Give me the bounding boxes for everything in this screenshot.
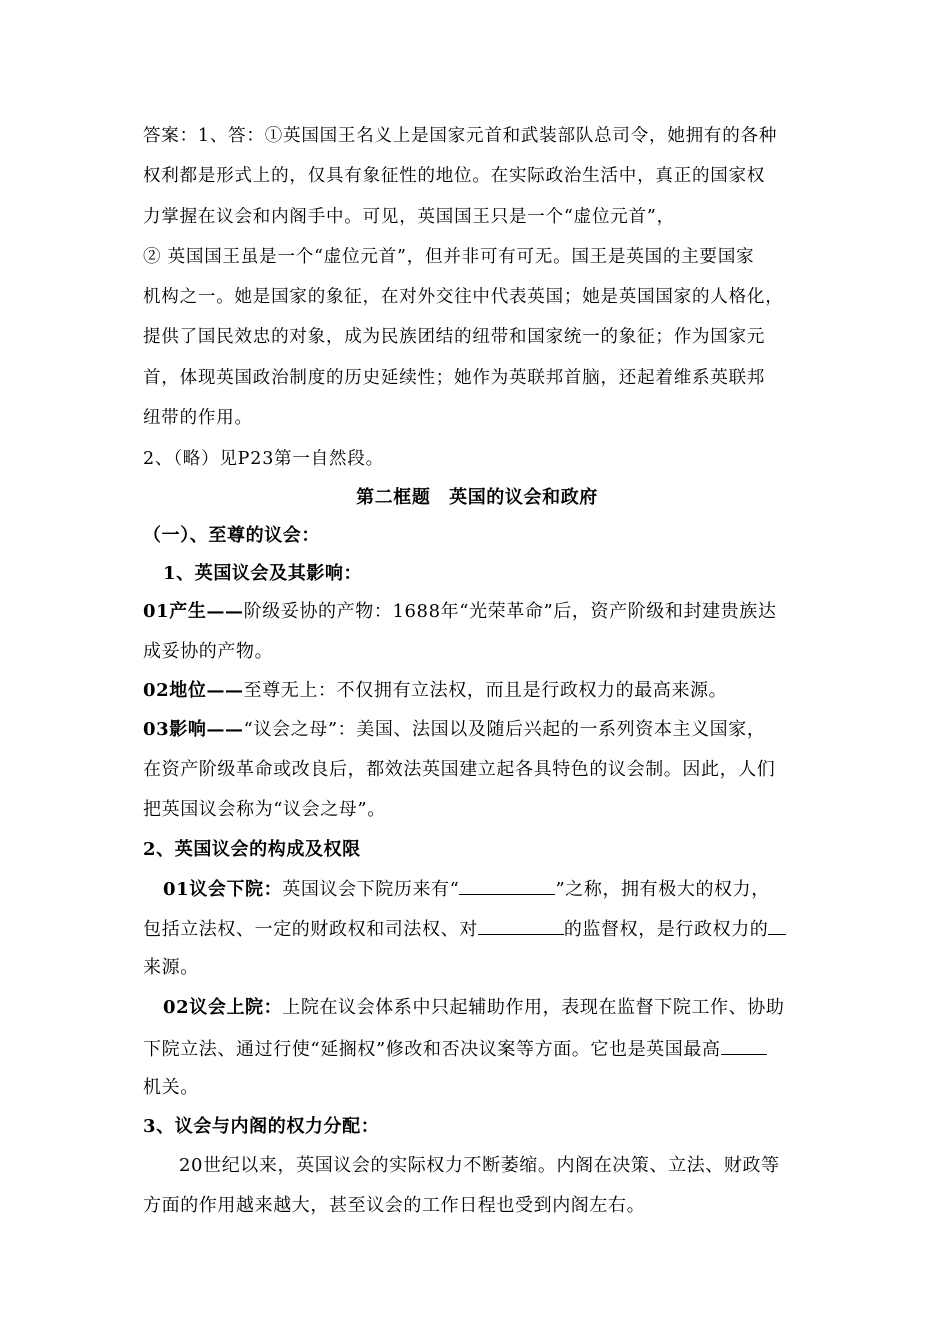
item-03-text: “议会之母”：美国、法国以及随后兴起的一系列资本主义国家，	[243, 719, 766, 740]
answer-line-6: 提供了国民效忠的对象，成为民族团结的纽带和国家统一的象征；作为国家元	[143, 327, 766, 347]
upper-house-line-3: 机关。	[143, 1077, 199, 1098]
fill-blank-4[interactable]	[721, 1036, 767, 1055]
lower-house-text-b: ”之称，拥有极大的权力，	[555, 879, 770, 900]
heading-1: 1、英国议会及其影响：	[163, 563, 363, 584]
lower-house-text-a: 英国议会下院历来有“	[282, 879, 460, 900]
upper-house-line-1	[163, 996, 784, 1020]
item-03-label: 03影响——	[143, 719, 244, 740]
lower-house-text-c: 包括立法权、一定的财政权和司法权、对	[143, 919, 478, 940]
answer-line-2: 权利都是形式上的，仅具有象征性的地位。在实际政治生活中，真正的国家权	[143, 166, 766, 186]
item-02-label: 02地位——	[143, 680, 244, 701]
paragraph-3-line-1: 20世纪以来，英国议会的实际权力不断萎缩。内阁在决策、立法、财政等	[179, 1155, 780, 1176]
answer-line-5: 机构之一。她是国家的象征，在对外交往中代表英国；她是英国国家的人格化，	[143, 287, 784, 307]
lower-house-label: 01议会下院：	[163, 879, 283, 900]
upper-house-line-2	[143, 1036, 767, 1062]
fill-blank-2[interactable]	[478, 916, 564, 935]
item-01-label: 01产生——	[143, 601, 244, 622]
paragraph-3-line-2: 方面的作用越来越大，甚至议会的工作日程也受到内阁左右。	[143, 1195, 646, 1216]
answer-line-3: 力掌握在议会和内阁手中。可见，英国国王只是一个“虚位元首”，	[143, 207, 675, 227]
heading-3: 3、议会与内阁的权力分配：	[143, 1116, 380, 1137]
lower-house-text-d: 的监督权，是行政权力的	[563, 919, 769, 940]
answer-line-1: 答案：1、答：①英国国王名义上是国家元首和武装部队总司令，她拥有的各种	[143, 126, 778, 146]
item-03-cont-1: 在资产阶级革命或改良后，都效法英国建立起各具特色的议会制。因此，人们	[143, 759, 776, 780]
answer-line-7: 首，体现英国政治制度的历史延续性；她作为英联邦首脑，还起着维系英联邦	[143, 368, 766, 388]
upper-house-label: 02议会上院：	[163, 997, 283, 1018]
section-title: 第二框题 英国的议会和政府	[356, 487, 598, 508]
answer-line-8: 纽带的作用。	[143, 408, 253, 428]
lower-house-line-1	[163, 876, 770, 902]
item-03	[143, 718, 765, 742]
lower-house-line-3: 来源。	[143, 957, 199, 978]
fill-blank-3[interactable]	[768, 916, 786, 935]
item-01-text: 阶级妥协的产物：1688年“光荣革命”后，资产阶级和封建贵族达	[243, 601, 777, 622]
heading-2: 2、英国议会的构成及权限	[143, 839, 361, 860]
item-01	[143, 600, 776, 624]
answer-line-4: ② 英国国王虽是一个“虚位元首”，但并非可有可无。国王是英国的主要国家	[143, 247, 755, 267]
item-01-cont: 成妥协的产物。	[143, 641, 274, 662]
answer-line-9: 2、（略）见P23第一自然段。	[143, 449, 384, 469]
subsection-heading: （一）、至尊的议会：	[143, 525, 320, 546]
fill-blank-1[interactable]	[459, 876, 555, 895]
upper-house-text-b: 下院立法、通过行使“延搁权”修改和否决议案等方面。它也是英国最高	[143, 1039, 721, 1060]
item-03-cont-2: 把英国议会称为“议会之母”。	[143, 799, 386, 820]
lower-house-line-2	[143, 916, 786, 942]
upper-house-text-a: 上院在议会体系中只起辅助作用，表现在监督下院工作、协助	[282, 997, 785, 1018]
item-02	[143, 679, 727, 703]
item-02-text: 至尊无上：不仅拥有立法权，而且是行政权力的最高来源。	[243, 680, 728, 701]
